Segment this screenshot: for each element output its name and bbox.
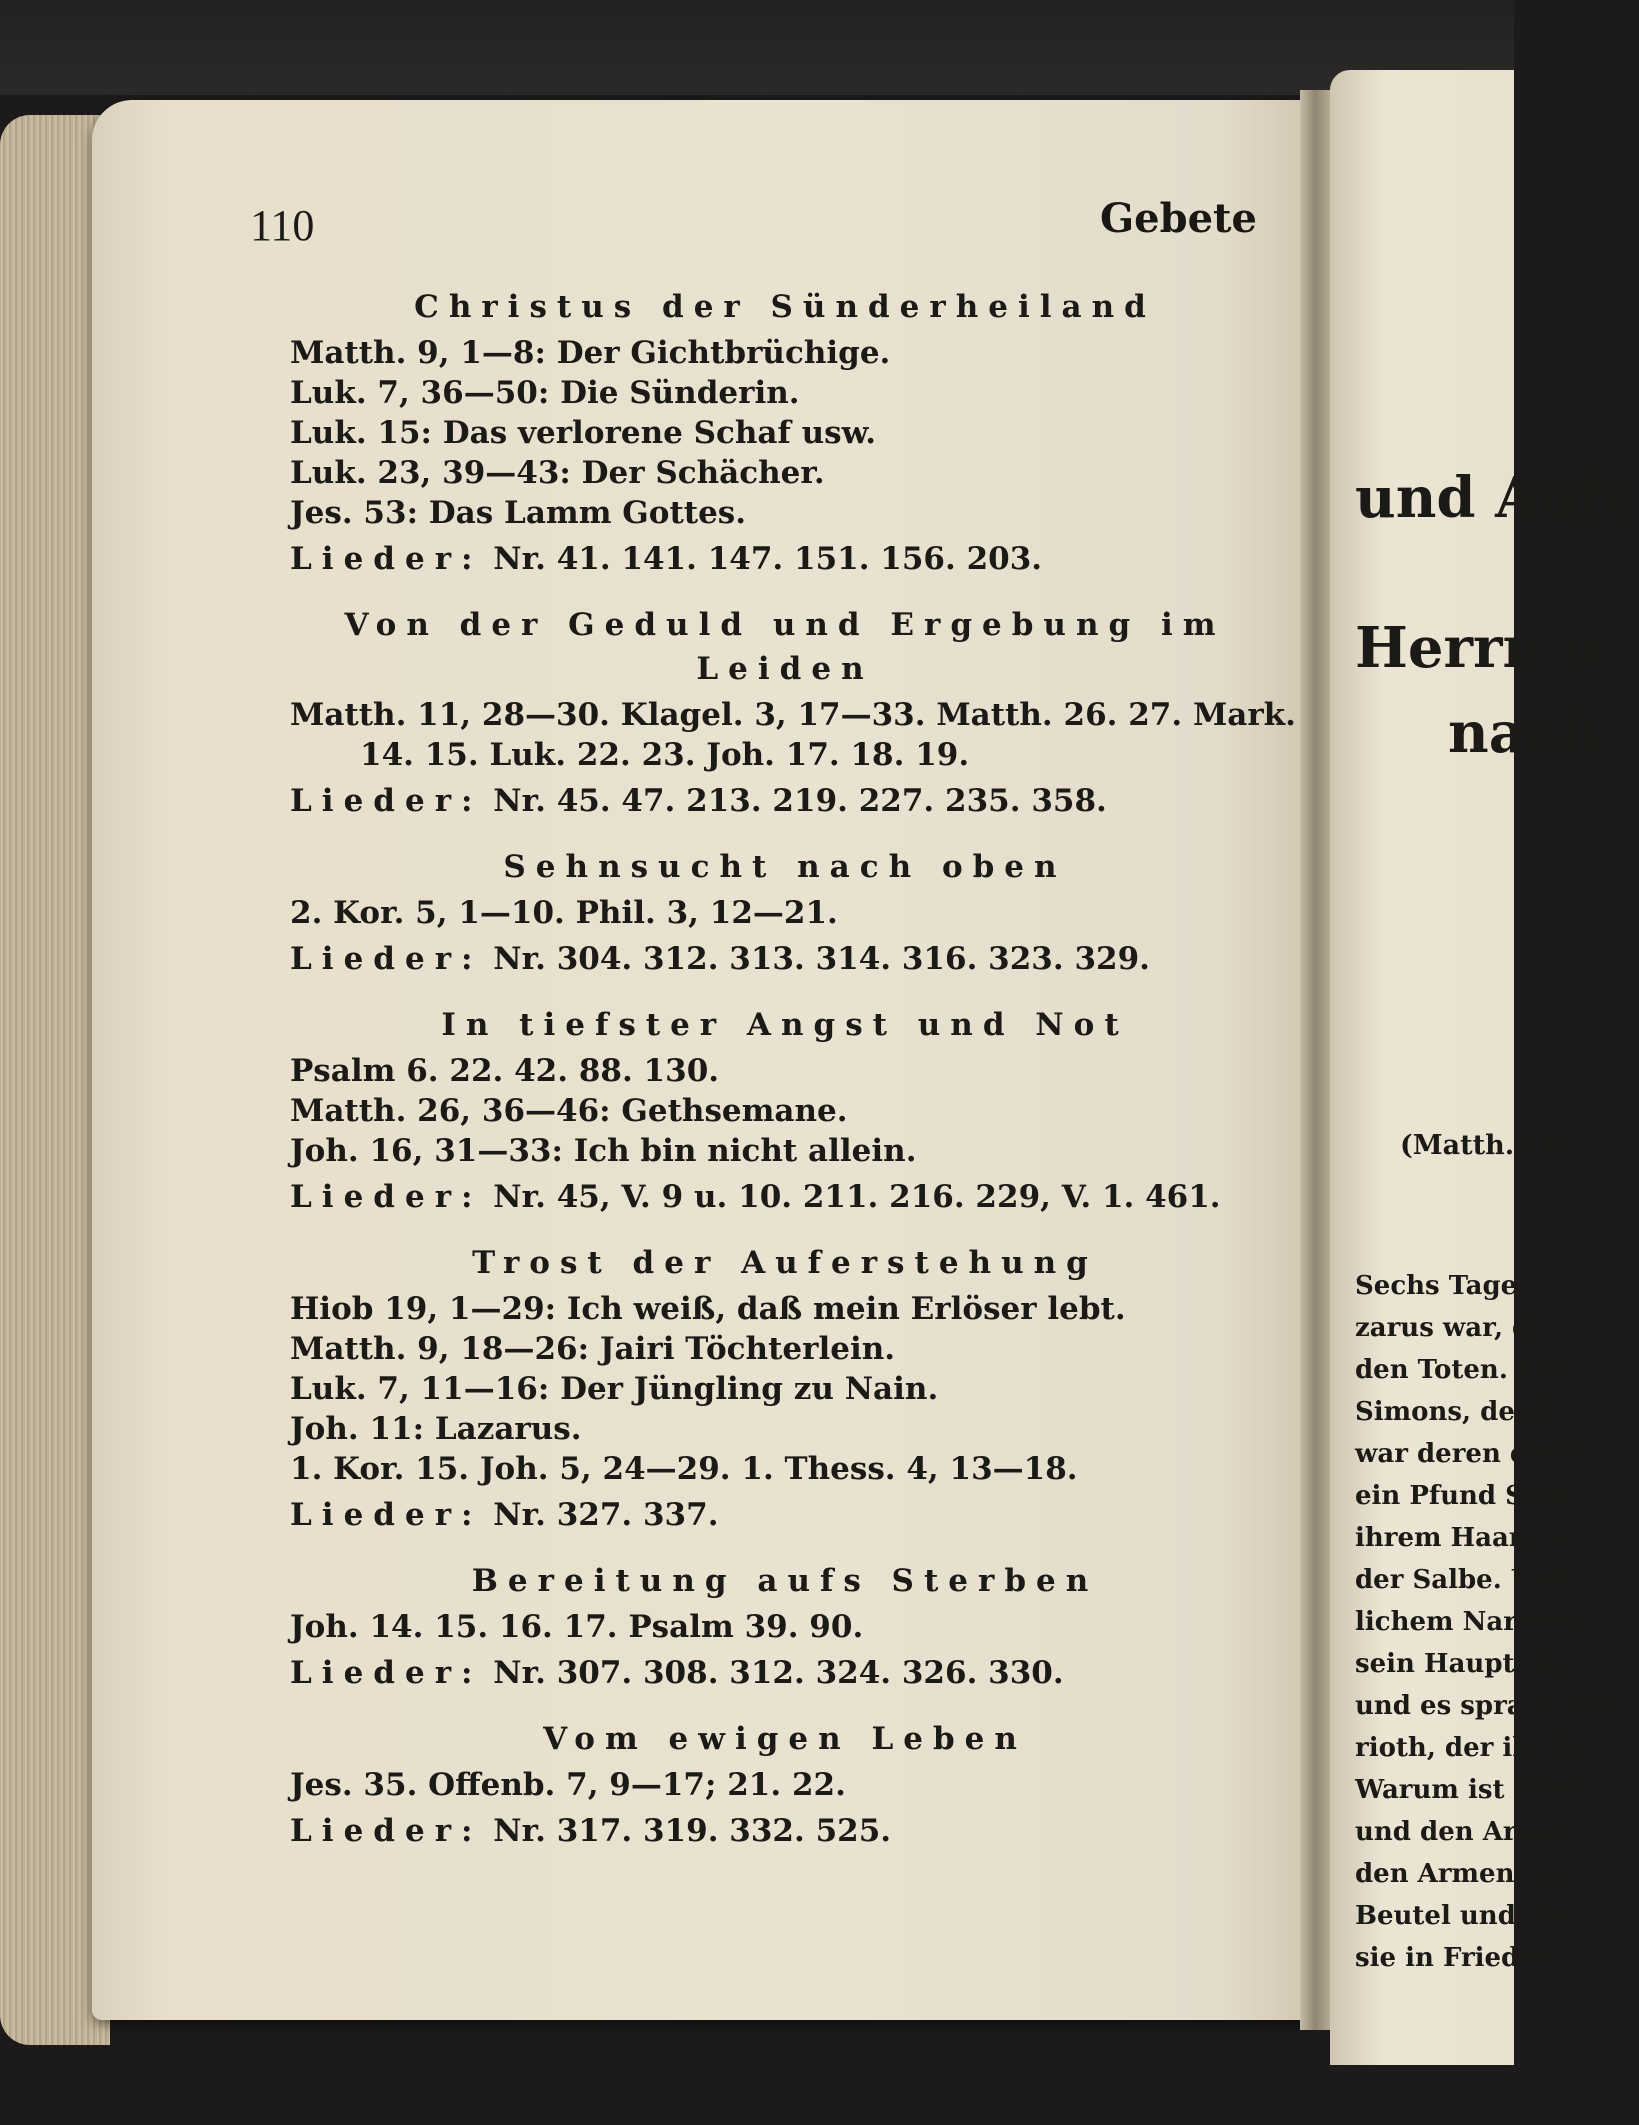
facing-body-line: sein Haupt. Da [1355,1649,1573,1679]
scripture-reference: Matth. 26, 36—46: Gethsemane. [290,1093,848,1129]
facing-body-line: war deren einer [1355,1439,1586,1469]
book-gutter [1300,90,1330,2030]
hymn-list [290,779,1270,823]
hymn-numbers: Nr. 327. 337. [493,1497,719,1533]
facing-body-line: Simons, des A [1355,1397,1559,1427]
section-title: Christus der Sünderheiland [414,289,1156,325]
facing-heading-line: nach [1448,700,1600,766]
hymn-numbers: Nr. 45. 47. 213. 219. 227. 235. 358. [493,783,1107,819]
scripture-reference: 1. Kor. 15. Joh. 5, 24—29. 1. Thess. 4, 13—18. [290,1451,1078,1487]
scripture-reference: Matth. 9, 18—26: Jairi Töchterlein. [290,1331,896,1367]
facing-body-line: und den Armen [1355,1817,1580,1847]
facing-body-line: und es sprach sei [1355,1691,1609,1721]
scripture-reference: Joh. 16, 31—33: Ich bin nicht allein. [290,1133,917,1169]
hymn-list [290,1493,1270,1537]
section-title: Von der Geduld und Ergebung im Leiden [344,607,1226,687]
hymn-label: Lieder: [290,541,483,577]
facing-heading-line: und Aufe [1355,465,1639,531]
section [290,1003,1270,1219]
facing-body-line: sie in Frieden! [1355,1943,1567,1973]
facing-body-line: den Armen fra [1355,1859,1566,1889]
scripture-reference: 2. Kor. 5, 1—10. Phil. 3, 12—21. [290,895,838,931]
scripture-reference: Jes. 35. Offenb. 7, 9—17; 21. 22. [290,1767,846,1803]
page-number: 110 [250,201,315,250]
facing-body-line: den Toten. Das [1355,1355,1571,1385]
facing-body-line: Warum ist diese [1355,1775,1590,1805]
facing-body-line: Beutel und tru [1355,1901,1570,1931]
facing-body-line: lichem Nardenw [1355,1607,1593,1637]
section [290,845,1270,981]
facing-page [1330,70,1639,2065]
hymn-list [290,537,1270,581]
hymn-label: Lieder: [290,1497,483,1533]
facing-body-line: Sechs Tage [1355,1271,1518,1301]
scripture-reference: Jes. 53: Das Lamm Gottes. [290,495,747,531]
scripture-reference: Hiob 19, 1—29: Ich weiß, daß mein Erlöser lebt. [290,1291,1126,1327]
hymn-label: Lieder: [290,941,483,977]
running-head: Gebete [1100,195,1257,242]
section-title: Bereitung aufs Sterben [471,1563,1099,1599]
hymn-numbers: Nr. 307. 308. 312. 324. 326. 330. [493,1655,1064,1691]
scripture-reference: Joh. 14. 15. 16. 17. Psalm 39. 90. [290,1609,864,1645]
facing-body-line: rioth, der ihn h [1355,1733,1579,1763]
section-title: Vom ewigen Leben [543,1721,1027,1757]
hymn-numbers: Nr. 317. 319. 332. 525. [493,1813,892,1849]
section [290,285,1270,581]
facing-body [1355,1265,1608,1979]
section-title: In tiefster Angst und Not [441,1007,1129,1043]
facing-heading-line: Herrn u [1355,615,1604,681]
scripture-reference: Luk. 23, 39—43: Der Schächer. [290,455,825,491]
scripture-reference: Luk. 15: Das verlorene Schaf usw. [290,415,876,451]
scripture-reference: 14. 15. Luk. 22. 23. Joh. 17. 18. 19. [360,737,970,773]
scripture-reference: Matth. 9, 1—8: Der Gichtbrüchige. [290,335,891,371]
hymn-list [290,1651,1270,1695]
hymn-list [290,937,1270,981]
facing-body-line: ein Pfund Salb [1355,1481,1569,1511]
hymn-numbers: Nr. 45, V. 9 u. 10. 211. 216. 229, V. 1. 461. [493,1179,1221,1215]
facing-body-line: der Salbe. Und [1355,1565,1571,1595]
hymn-label: Lieder: [290,1179,483,1215]
page-body [290,285,1296,1875]
scripture-reference: Psalm 6. 22. 42. 88. 130. [290,1053,720,1089]
hymn-list [290,1809,1270,1853]
section [290,1717,1270,1853]
section [290,1559,1270,1695]
hymn-label: Lieder: [290,783,483,819]
section-title: Trost der Auferstehung [472,1245,1098,1281]
scripture-reference: Matth. 11, 28—30. Klagel. 3, 17—33. Matth. 26. 27. Mark. [290,697,1296,733]
scripture-reference: Luk. 7, 11—16: Der Jüngling zu Nain. [290,1371,939,1407]
hymn-numbers: Nr. 41. 141. 147. 151. 156. 203. [493,541,1043,577]
scripture-reference: Luk. 7, 36—50: Die Sünderin. [290,375,800,411]
scripture-reference: Joh. 11: Lazarus. [290,1411,582,1447]
section [290,603,1296,823]
hymn-label: Lieder: [290,1655,483,1691]
section-title: Sehnsucht nach oben [503,849,1067,885]
facing-reference: (Matth. 26, [1400,1130,1571,1161]
facing-body-line: zarus war, der [1355,1313,1561,1343]
hymn-label: Lieder: [290,1813,483,1849]
facing-body-line: ihrem Haare sei [1355,1523,1590,1553]
hymn-numbers: Nr. 304. 312. 313. 314. 316. 323. 329. [493,941,1150,977]
section [290,1241,1270,1537]
hymn-list [290,1175,1270,1219]
background-top [0,0,1514,95]
